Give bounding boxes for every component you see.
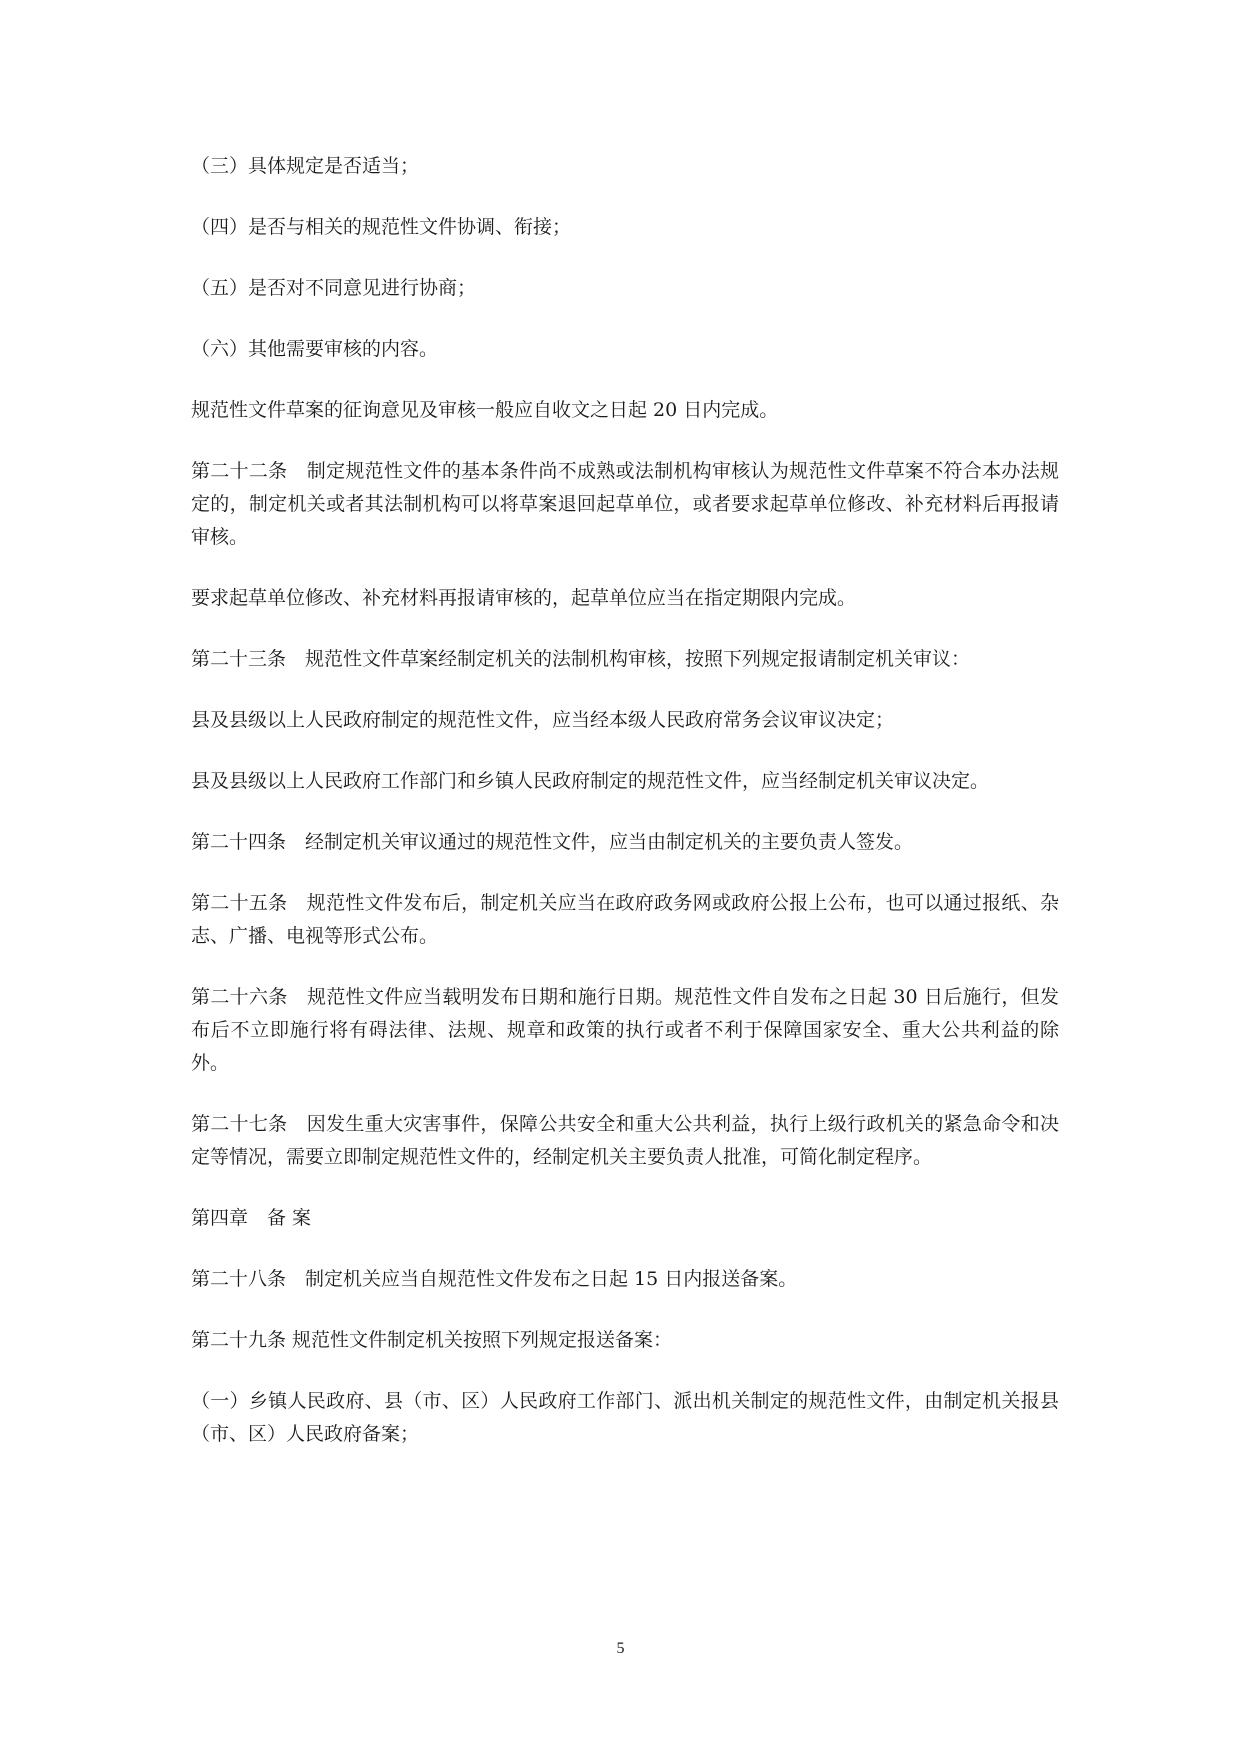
paragraph-item-4: （四）是否与相关的规范性文件协调、衔接； — [191, 216, 572, 238]
paragraph-resubmission: 要求起草单位修改、补充材料再报请审核的，起草单位应当在指定期限内完成。 — [191, 587, 857, 609]
paragraph-item-6: （六）其他需要审核的内容。 — [191, 338, 439, 360]
paragraph-county-government: 县及县级以上人民政府制定的规范性文件，应当经本级人民政府常务会议审议决定； — [191, 709, 895, 731]
article-27: 第二十七条 因发生重大灾害事件，保障公共安全和重大公共利益，执行上级行政机关的紧急命令和决定等情况，需要立即制定规范性文件的，经制定机关主要负责人批准，可简化制定程序。 — [191, 1113, 1059, 1168]
article-26: 第二十六条 规范性文件应当载明发布日期和施行日期。规范性文件自发布之日起 30 日后施行，但发布后不立即施行将有碍法律、法规、规章和政策的执行或者不利于保障国家安全、重大公共利益的除外。 — [191, 986, 1059, 1074]
page-number: 5 — [616, 1640, 625, 1657]
article-24: 第二十四条 经制定机关审议通过的规范性文件，应当由制定机关的主要负责人签发。 — [191, 831, 914, 853]
article-28: 第二十八条 制定机关应当自规范性文件发布之日起 15 日内报送备案。 — [191, 1268, 798, 1290]
page-body — [191, 150, 1059, 1479]
paragraph-county-departments: 县及县级以上人民政府工作部门和乡镇人民政府制定的规范性文件，应当经制定机关审议决定。 — [191, 770, 990, 792]
chapter-4-heading: 第四章 备 案 — [191, 1207, 312, 1229]
paragraph-review-deadline: 规范性文件草案的征询意见及审核一般应自收文之日起 20 日内完成。 — [191, 399, 779, 421]
article-29: 第二十九条 规范性文件制定机关按照下列规定报送备案： — [191, 1329, 673, 1351]
article-23: 第二十三条 规范性文件草案经制定机关的法制机构审核，按照下列规定报请制定机关审议： — [191, 648, 971, 670]
paragraph-item-5: （五）是否对不同意见进行协商； — [191, 277, 477, 299]
article-22: 第二十二条 制定规范性文件的基本条件尚不成熟或法制机构审核认为规范性文件草案不符合本办法规定的，制定机关或者其法制机构可以将草案退回起草单位，或者要求起草单位修改、补充材料后再报请审核。 — [191, 460, 1059, 548]
paragraph-item-1: （一）乡镇人民政府、县（市、区）人民政府工作部门、派出机关制定的规范性文件，由制定机关报县（市、区）人民政府备案； — [191, 1390, 1059, 1445]
paragraph-item-3: （三）具体规定是否适当； — [191, 155, 420, 177]
article-25: 第二十五条 规范性文件发布后，制定机关应当在政府政务网或政府公报上公布，也可以通过报纸、杂志、广播、电视等形式公布。 — [191, 892, 1059, 947]
